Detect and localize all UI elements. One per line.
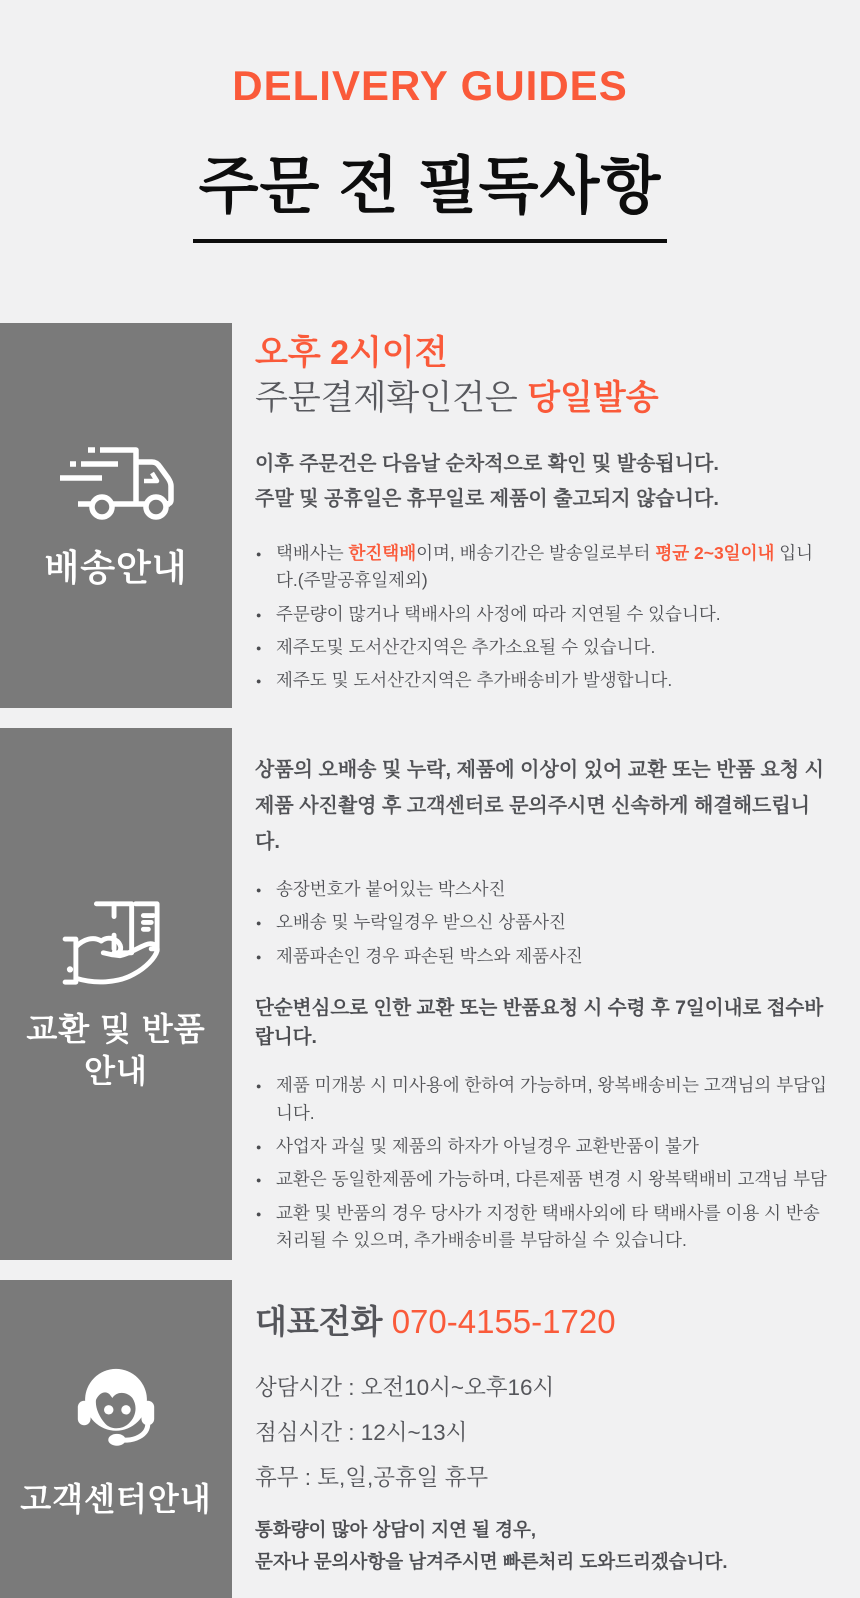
bullet-text: 이며, 배송기간은 발송일로부터 xyxy=(416,542,656,563)
exchange-lead-line2: 제품 사진촬영 후 고객센터로 문의주시면 신속하게 해결해드립니다. xyxy=(255,795,810,853)
exchange-content xyxy=(232,728,860,1260)
exchange-photo-list xyxy=(255,876,832,970)
list-item: ● 제주도및 도서산간지역은 추가소요될 수 있습니다. xyxy=(255,634,832,661)
page-title: 주문 전 필독사항 xyxy=(193,136,668,243)
shipping-lead-line1: 이후 주문건은 다음날 순차적으로 확인 및 발송됩니다. xyxy=(255,452,719,475)
list-item: ● 교환은 동일한제품에 가능하며, 다른제품 변경 시 왕복택배비 고객님 부담 xyxy=(255,1166,832,1193)
shipping-headline xyxy=(255,331,832,421)
section-shipping xyxy=(0,323,860,708)
delivery-truck-icon xyxy=(56,440,176,529)
phone-label: 대표전화 xyxy=(255,1303,383,1341)
list-item: ● 사업자 과실 및 제품의 하자가 아닐경우 교환반품이 불가 xyxy=(255,1133,832,1160)
section-exchange-return xyxy=(0,728,860,1260)
list-item: ● 교환 및 반품의 경우 당사가 지정한 택배사외에 타 택배사를 이용 시 반송 처리될 수 있으며, 추가배송비를 부담하실 수 있습니다. xyxy=(255,1200,832,1255)
eyebrow-title: DELIVERY GUIDES xyxy=(232,62,628,109)
customer-center-hours xyxy=(255,1365,832,1500)
shipping-bullet-list xyxy=(255,540,832,694)
headset-agent-icon xyxy=(66,1358,166,1463)
list-item: ● 제주도 및 도서산간지역은 추가배송비가 발생합니다. xyxy=(255,667,832,694)
hours-consult: 상담시간 : 오전10시~오후16시 xyxy=(255,1375,555,1401)
exchange-panel xyxy=(0,728,232,1260)
bullet-highlight-duration: 평균 2~3일이내 xyxy=(655,542,775,563)
list-item xyxy=(255,540,832,595)
exchange-label-line1: 교환 및 반품 xyxy=(26,1010,206,1047)
headline-prefix: 주문결제확인건은 xyxy=(255,378,528,417)
list-item: ● 제품파손인 경우 파손된 박스와 제품사진 xyxy=(255,943,832,970)
hours-lunch: 점심시간 : 12시~13시 xyxy=(255,1420,468,1446)
section-customer-center xyxy=(0,1280,860,1598)
list-item: ● 주문량이 많거나 택배사의 사정에 따라 지연될 수 있습니다. xyxy=(255,601,832,628)
exchange-policy-list xyxy=(255,1072,832,1254)
bullet-highlight-carrier: 한진택배 xyxy=(348,542,417,563)
phone-number: 070-4155-1720 xyxy=(391,1303,616,1341)
exchange-label-line2: 안내 xyxy=(84,1052,148,1089)
hours-closed: 휴무 : 토,일,공휴일 휴무 xyxy=(255,1465,489,1491)
list-item: ● 제품 미개봉 시 미사용에 한하여 가능하며, 왕복배송비는 고객님의 부담입니다. xyxy=(255,1072,832,1127)
list-item: ● 오배송 및 누락일경우 받으신 상품사진 xyxy=(255,909,832,936)
exchange-lead xyxy=(255,752,832,860)
shipping-content xyxy=(232,323,860,708)
shipping-panel xyxy=(0,323,232,708)
page-header xyxy=(0,0,860,243)
phone-line xyxy=(255,1296,832,1343)
shipping-panel-label: 배송안내 xyxy=(44,546,188,588)
customer-center-panel xyxy=(0,1280,232,1598)
customer-center-panel-label: 고객센터안내 xyxy=(20,1480,212,1517)
customer-center-note xyxy=(255,1514,832,1578)
headline-time: 오후 2시이전 xyxy=(255,334,448,372)
bullet-text: 입니다.(주말공휴일제외) xyxy=(276,542,814,591)
exchange-lead-line1: 상품의 오배송 및 누락, 제품에 이상이 있어 교환 또는 반품 요청 시 xyxy=(255,759,824,781)
bullet-text: 택배사는 xyxy=(276,542,349,563)
note-line1: 통화량이 많아 상담이 지연 될 경우, xyxy=(255,1519,537,1541)
shipping-lead xyxy=(255,447,832,518)
note-line2: 문자나 문의사항을 남겨주시면 빠른처리 도와드리겠습니다. xyxy=(255,1550,728,1572)
exchange-deadline-note: 단순변심으로 인한 교환 또는 반품요청 시 수령 후 7일이내로 접수바랍니다. xyxy=(255,996,824,1049)
shipping-lead-line2: 주말 및 공휴일은 휴무일로 제품이 출고되지 않습니다. xyxy=(255,488,719,511)
list-item: ● 송장번호가 붙어있는 박스사진 xyxy=(255,876,832,903)
customer-center-content xyxy=(232,1280,860,1598)
headline-highlight: 당일발송 xyxy=(527,378,659,417)
exchange-panel-label xyxy=(26,1009,205,1092)
hand-holding-box-icon xyxy=(57,896,175,993)
